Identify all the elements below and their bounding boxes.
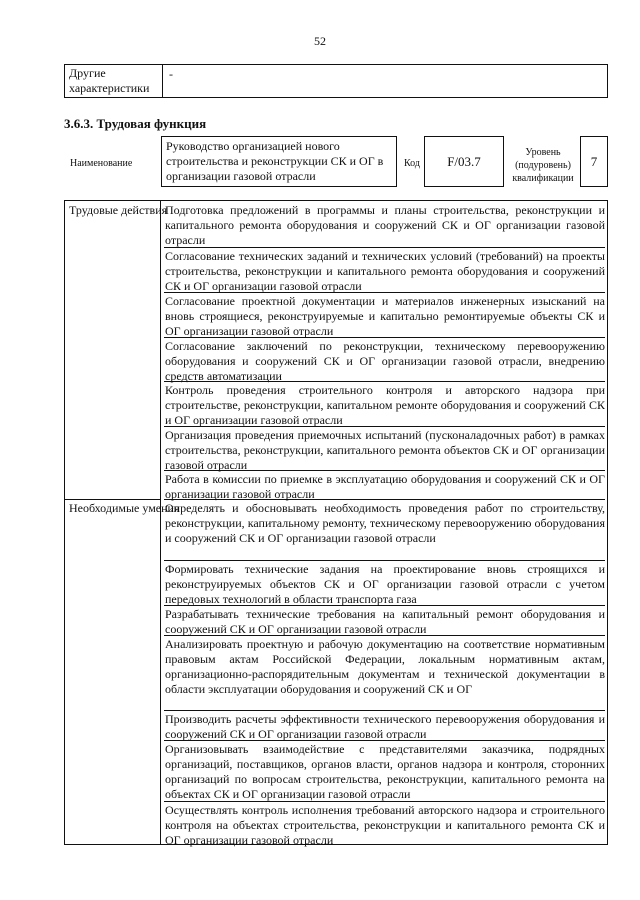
skill-item: Разрабатывать технические требования на капитальный ремонт оборудования и сооружений СК и ОГ организации газовой отрасли xyxy=(165,607,605,636)
main-table xyxy=(64,200,608,845)
other-characteristics-label: Другие характеристики xyxy=(65,65,163,97)
function-name: Руководство организацией нового строительства и реконструкции СК и ОГ в организации газовой отрасли xyxy=(161,136,397,187)
labor-action-item: Работа в комиссии по приемке в эксплуатацию оборудования и сооружений СК и ОГ организации газовой отрасли xyxy=(165,472,605,501)
required-skills-label: Необходимые умения xyxy=(69,501,180,515)
other-characteristics-table xyxy=(64,64,608,98)
labor-action-item: Контроль проведения строительного контроля и авторского надзора при строительстве, реконструкции, капитальном ремонте оборудования и сооружений СК и ОГ организации газовой отрасли xyxy=(165,383,605,427)
labor-action-item: Организация проведения приемочных испытаний (пусконаладочных работ) в рамках строительства, реконструкции, капитального ремонта объектов СК и ОГ организации газовой отрасли xyxy=(165,428,605,472)
function-code: F/03.7 xyxy=(424,136,504,187)
skill-item: Производить расчеты эффективности технического перевооружения оборудования и сооружений СК и ОГ организации газовой отрасли xyxy=(165,712,605,741)
qualification-level-label: Уровень (подуровень) квалификации xyxy=(512,147,574,184)
skill-item: Анализировать проектную и рабочую документацию на соответствие нормативным правовым актам Российской Федерации, локальным нормативным актам, организационно-распорядительным документам и технической документации в области эксплуатации оборудования и сооружений СК и ОГ xyxy=(165,637,605,696)
page-number: 52 xyxy=(314,34,326,48)
skill-item: Организовывать взаимодействие с представителями заказчика, подрядных организаций, поставщиков, органов власти, органов надзора и контроля, сторонних организаций по вопросам строительства, реконструкции, капитального ремонта на объектах СК и ОГ организации газовой отрасли xyxy=(165,742,605,801)
name-label: Наименование xyxy=(70,158,133,169)
skill-item: Определять и обосновывать необходимость проведения работ по строительству, реконструкции, капитальному ремонту, техническому перевооружению оборудования и сооружений СК и ОГ организации газовой отрасли xyxy=(165,501,605,545)
skill-item: Осуществлять контроль исполнения требований авторского надзора и строительного контроля на объектах строительства, реконструкции и капитального ремонта СК и ОГ организации газовой отрасли xyxy=(165,803,605,847)
qualification-level-value: 7 xyxy=(580,136,608,187)
labor-action-item: Согласование проектной документации и материалов инженерных изысканий на вновь строящиеся, реконструируемые и капитально ремонтируемые объекты СК и ОГ организации газовой отрасли xyxy=(165,294,605,338)
skill-item: Формировать технические задания на проектирование вновь строящихся и реконструируемых объектов СК и ОГ организации газовой отрасли с учетом передовых технологий в области транспорта газа xyxy=(165,562,605,606)
labor-actions-label: Трудовые действия xyxy=(69,203,168,217)
other-characteristics-value: - xyxy=(169,67,173,81)
section-title: 3.6.3. Трудовая функция xyxy=(64,116,207,131)
labor-action-item: Согласование технических заданий и технических условий (требований) на проекты строительства, реконструкции и капитального ремонта оборудования и сооружений СК и ОГ организации газовой отрасли xyxy=(165,249,605,293)
labor-action-item: Подготовка предложений в программы и планы строительства, реконструкции и капитального ремонта оборудования и сооружений СК и ОГ организации газовой отрасли xyxy=(165,203,605,247)
labor-action-item: Согласование заключений по реконструкции, техническому перевооружению оборудования и сооружений СК и ОГ организации газовой отрасли, внедрению средств автоматизации xyxy=(165,339,605,383)
code-label: Код xyxy=(404,158,420,169)
